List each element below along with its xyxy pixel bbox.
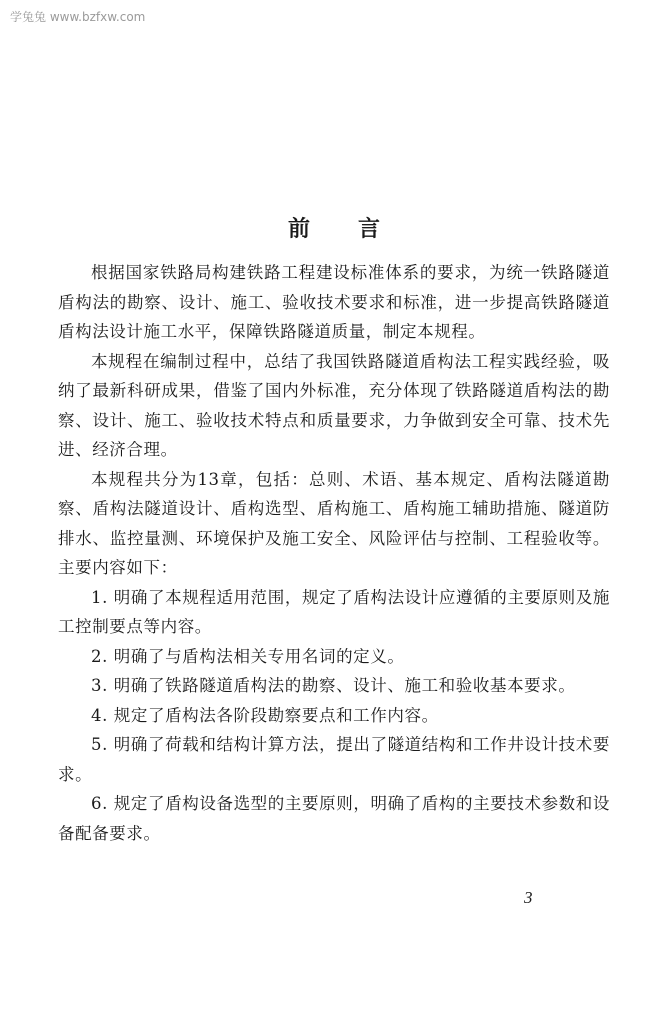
list-item-6: 6. 规定了盾构设备选型的主要原则，明确了盾构的主要技术参数和设备配备要求。 bbox=[58, 794, 610, 843]
paragraph-purpose: 根据国家铁路局构建铁路工程建设标准体系的要求，为统一铁路隧道盾构法的勘察、设计、施工、验收技术要求和标准，进一步提高铁路隧道盾构法设计施工水平，保障铁路隧道质量，制定本规程。 bbox=[58, 263, 610, 341]
list-item-5: 5. 明确了荷载和结构计算方法，提出了隧道结构和工作井设计技术要求。 bbox=[58, 735, 610, 784]
watermark-text: 学兔兔 www.bzfxw.com bbox=[10, 10, 146, 24]
paragraph-chapters: 本规程共分为13章，包括：总则、术语、基本规定、盾构法隧道勘察、盾构法隧道设计、盾构选型、盾构施工、盾构施工辅助措施、隧道防排水、监控量测、环境保护及施工安全、风险评估与控制、工程验收等。主要内容如下： bbox=[58, 469, 610, 577]
list-item-3: 3. 明确了铁路隧道盾构法的勘察、设计、施工和验收基本要求。 bbox=[91, 676, 576, 695]
paragraph-compilation: 本规程在编制过程中，总结了我国铁路隧道盾构法工程实践经验，吸纳了最新科研成果，借鉴了国内外标准，充分体现了铁路隧道盾构法的勘察、设计、施工、验收技术特点和质量要求，力争做到安全可靠、技术先进、经济合理。 bbox=[58, 351, 610, 459]
list-item-4: 4. 规定了盾构法各阶段勘察要点和工作内容。 bbox=[91, 705, 439, 725]
list-item-1: 1. 明确了本规程适用范围，规定了盾构法设计应遵循的主要原则及施工控制要点等内容。 bbox=[58, 587, 610, 636]
page-title: 前言 bbox=[287, 217, 428, 242]
document-body bbox=[58, 258, 610, 848]
page-number: 3 bbox=[524, 888, 533, 907]
list-item-2: 2. 明确了与盾构法相关专用名词的定义。 bbox=[91, 646, 405, 666]
